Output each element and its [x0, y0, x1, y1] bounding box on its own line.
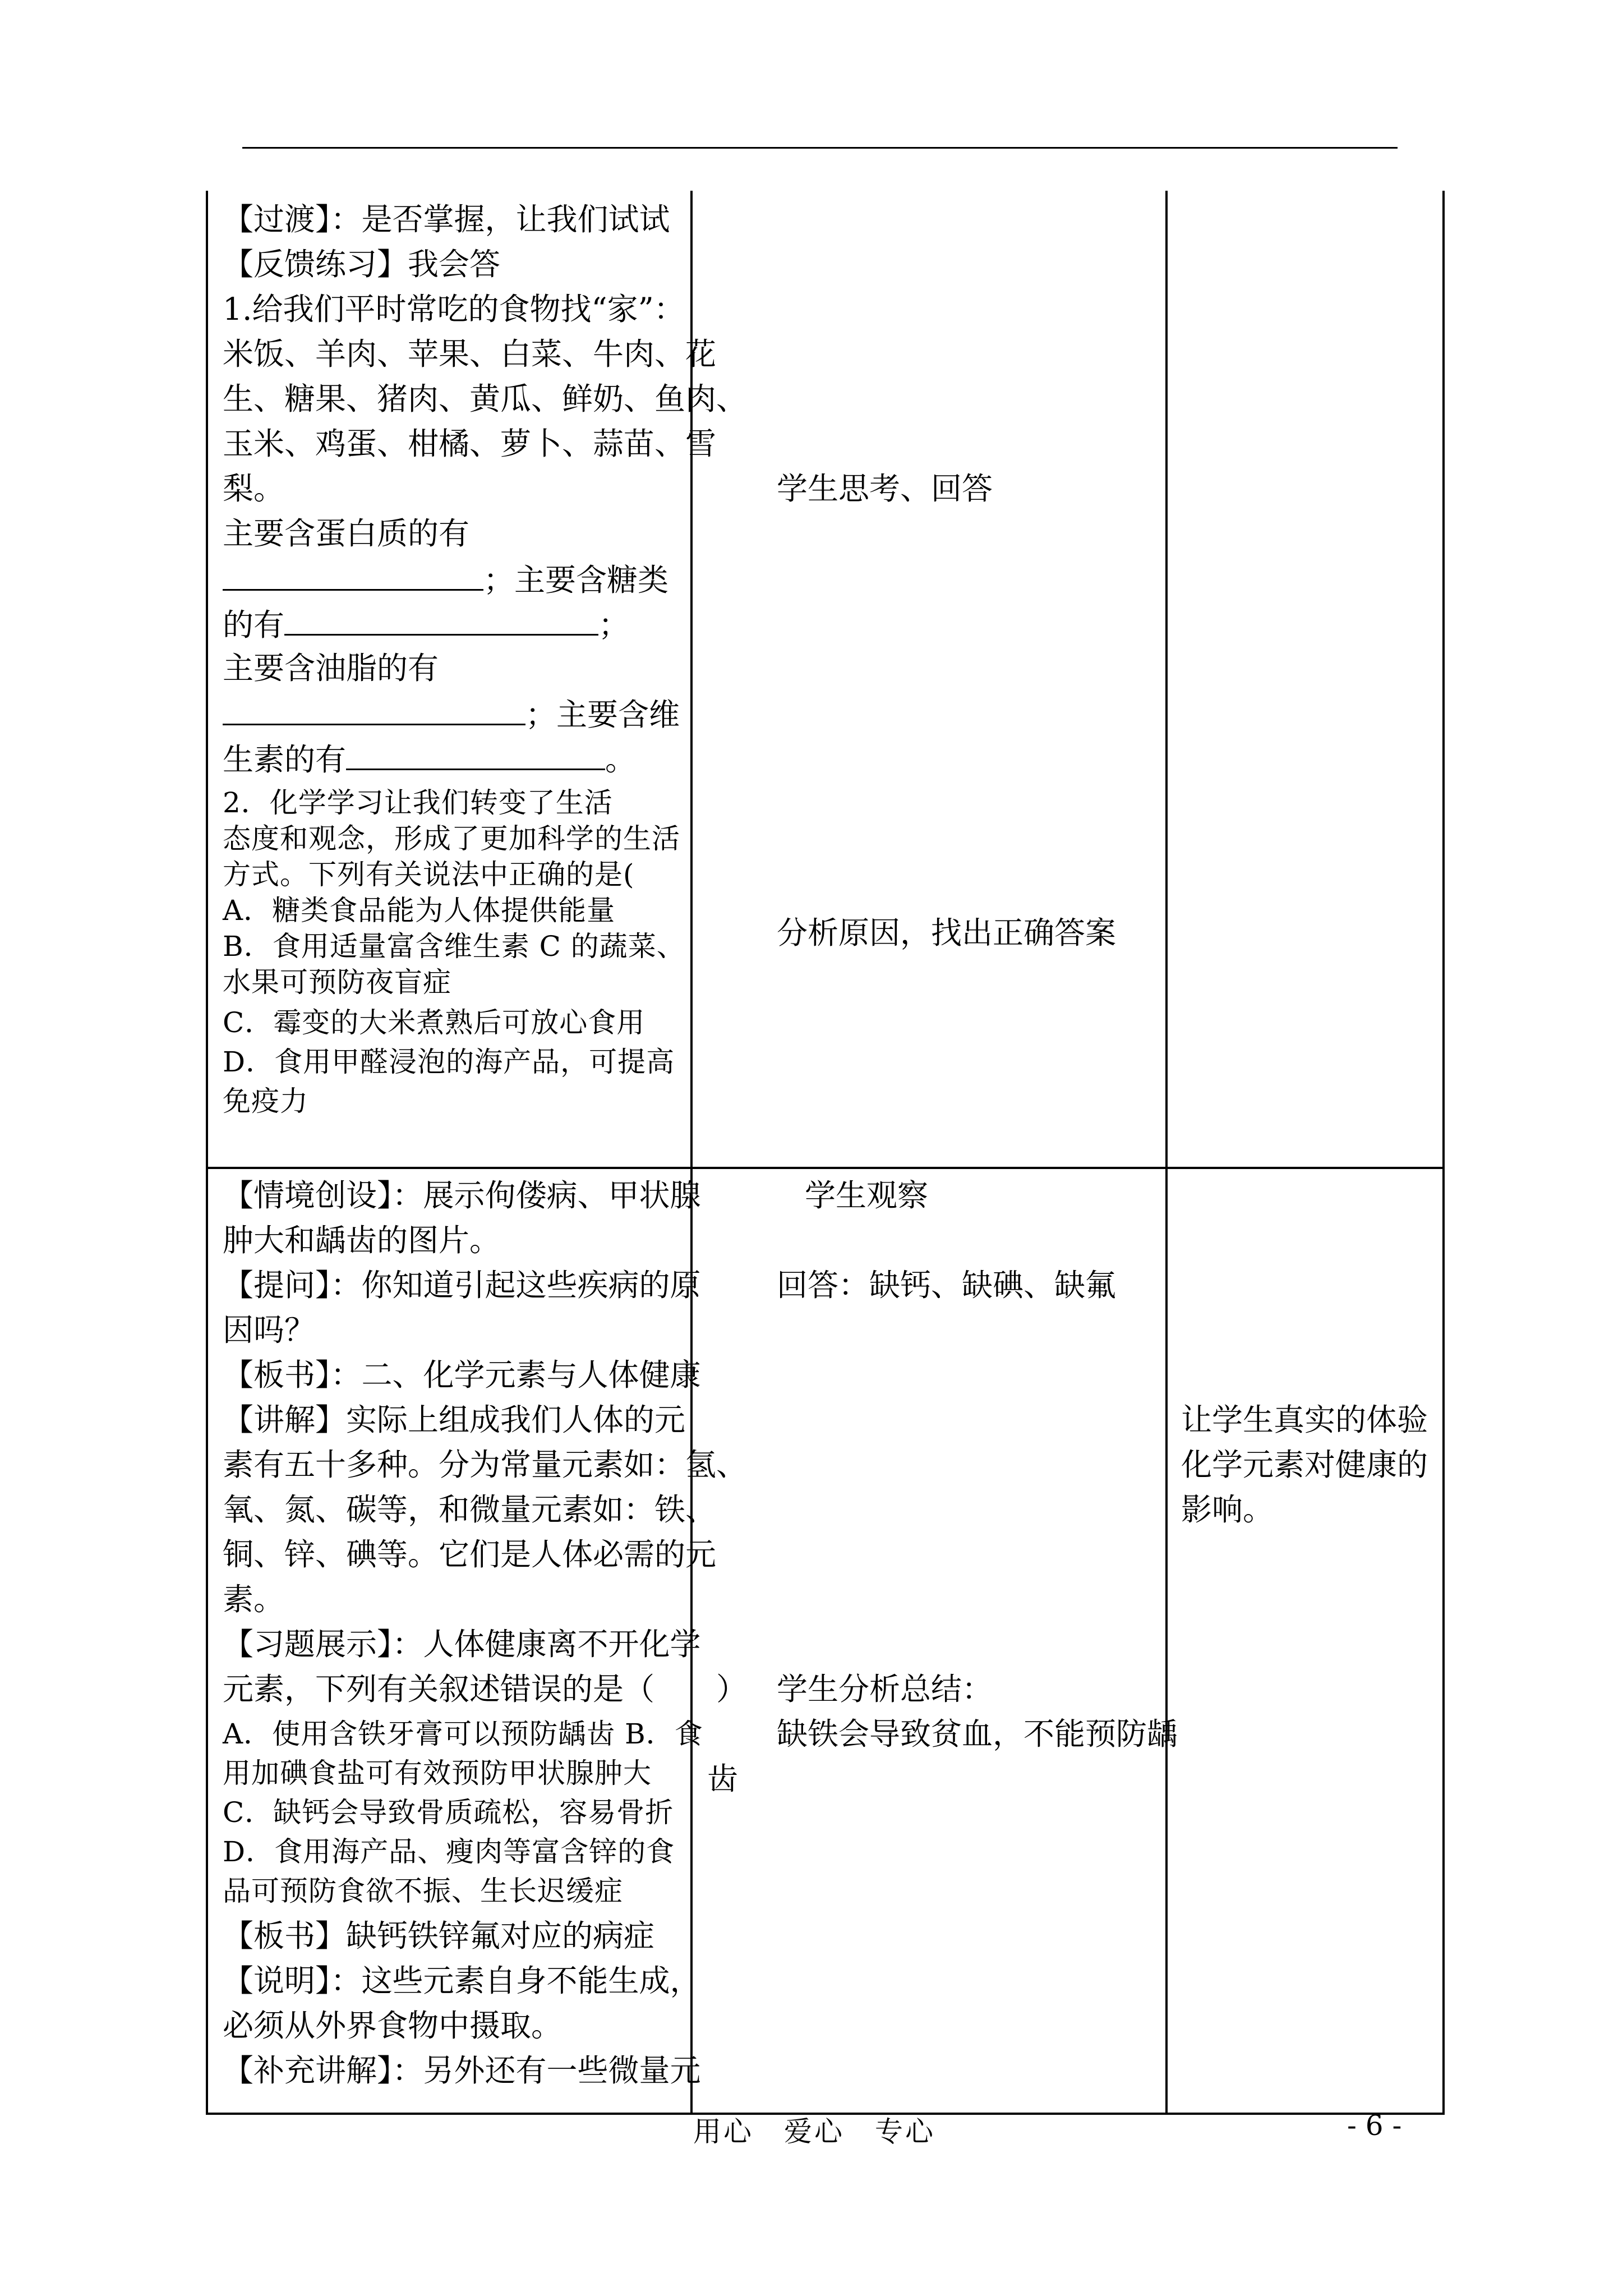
text-line: 学生思考、回答	[777, 471, 993, 507]
text-line: 影响。	[1181, 1492, 1274, 1527]
text-line: 缺铁会导致贫血，不能预防龋	[777, 1716, 1178, 1752]
text-line: 方式。下列有关说法中正确的是(	[223, 858, 635, 891]
text-line: 用加碘食盐可有效预防甲状腺肿大	[223, 1757, 652, 1789]
text-line: A．糖类食品能为人体提供能量	[223, 894, 616, 927]
answer-blank[interactable]	[223, 694, 525, 725]
text-line: 化学元素对健康的	[1181, 1447, 1428, 1483]
text-line: 的有 ；	[223, 605, 683, 643]
text-line: 氧、氮、碳等，和微量元素如：铁、	[223, 1492, 717, 1527]
page-number: - 6 -	[1347, 2109, 1402, 2142]
student-activity-cell	[691, 191, 1166, 1168]
footer-motto: 用心 爱心 专心	[693, 2115, 935, 2148]
table-row	[207, 1168, 1444, 2114]
teacher-activity-cell	[207, 1168, 748, 2114]
text-line: D．食用海产品、瘦肉等富含锌的食	[223, 1835, 675, 1868]
text-line: 【情境创设】：展示佝偻病、甲状腺	[223, 1177, 701, 1213]
student-activity-cell	[691, 1168, 1178, 2114]
answer-blank[interactable]	[284, 605, 598, 636]
text-line: 元素，下列有关叙述错误的是（ ）	[223, 1671, 748, 1707]
text-line: 【过渡】：是否掌握，让我们试试	[223, 201, 670, 237]
text-line: A．使用含铁牙膏可以预防龋齿 B．食	[223, 1718, 703, 1750]
text-line: B．食用适量富含维生素 C 的蔬菜、	[223, 930, 685, 963]
text-line: 【补充讲解】：另外还有一些微量元	[223, 2053, 701, 2088]
text-line: 【反馈练习】我会答	[223, 246, 501, 282]
text-line: 品可预防食欲不振、生长迟缓症	[223, 1875, 623, 1907]
text-line: 1.给我们平时常吃的食物找“家”：	[223, 291, 685, 327]
design-intent-cell	[1166, 191, 1444, 1168]
text-line: 【说明】：这些元素自身不能生成，	[223, 1963, 701, 1999]
text-line: 回答：缺钙、缺碘、缺氟	[777, 1267, 1117, 1303]
text-line: 梨。	[223, 471, 285, 507]
text-line: 让学生真实的体验	[1181, 1402, 1428, 1438]
text-line: C．缺钙会导致骨质疏松，容易骨折	[223, 1796, 674, 1829]
text-line: ；主要含维	[223, 694, 683, 733]
text-line: 玉米、鸡蛋、柑橘、萝卜、蒜苗、雪	[223, 426, 717, 462]
text-line: 主要含蛋白质的有	[223, 516, 470, 551]
text-line: 2．化学学习让我们转变了生活	[223, 786, 613, 819]
text-line: 学生分析总结：	[777, 1671, 993, 1707]
text-line: 【讲解】实际上组成我们人体的元	[223, 1402, 686, 1438]
text-line: 生素的有 。	[223, 739, 683, 778]
text-line: 水果可预防夜盲症	[223, 966, 451, 999]
text-line: 素。	[223, 1581, 285, 1617]
text-line: 生、糖果、猪肉、黄瓜、鲜奶、鱼肉、	[223, 381, 748, 417]
text-line: 因吗？	[223, 1312, 316, 1348]
text-line: C．霉变的大米煮熟后可放心食用	[223, 1006, 645, 1039]
text-line: 【习题展示】：人体健康离不开化学	[223, 1626, 701, 1662]
text-line: 必须从外界食物中摄取。	[223, 2008, 562, 2044]
text-line: 米饭、羊肉、苹果、白菜、牛肉、花	[223, 336, 717, 372]
table-row	[207, 191, 1444, 1168]
text-line: 学生观察	[805, 1177, 929, 1213]
header-rule	[242, 147, 1398, 149]
text-line: 齿	[707, 1761, 739, 1797]
design-intent-cell	[1166, 1168, 1444, 2114]
text-line: 肿大和龋齿的图片。	[223, 1222, 501, 1258]
text-line: 分析原因，找出正确答案	[777, 915, 1117, 951]
text-line: 【板书】缺钙铁锌氟对应的病症	[223, 1918, 655, 1954]
text-line: 免疫力	[223, 1085, 308, 1117]
answer-blank[interactable]	[346, 739, 605, 770]
text-line: 态度和观念，形成了更加科学的生活	[223, 822, 680, 855]
text-line: 【提问】：你知道引起这些疾病的原	[223, 1267, 701, 1303]
text-line: 主要含油脂的有	[223, 650, 439, 686]
text-line: 素有五十多种。分为常量元素如：氢、	[223, 1447, 748, 1483]
teacher-activity-cell	[207, 191, 748, 1168]
lesson-plan-table	[206, 191, 1445, 2115]
text-line: 【板书】：二、化学元素与人体健康	[223, 1357, 701, 1393]
text-line: 铜、锌、碘等。它们是人体必需的元	[223, 1536, 717, 1572]
answer-blank[interactable]	[223, 560, 483, 591]
text-line: ；主要含糖类	[223, 560, 683, 599]
text-line: D．食用甲醛浸泡的海产品，可提高	[223, 1046, 675, 1078]
